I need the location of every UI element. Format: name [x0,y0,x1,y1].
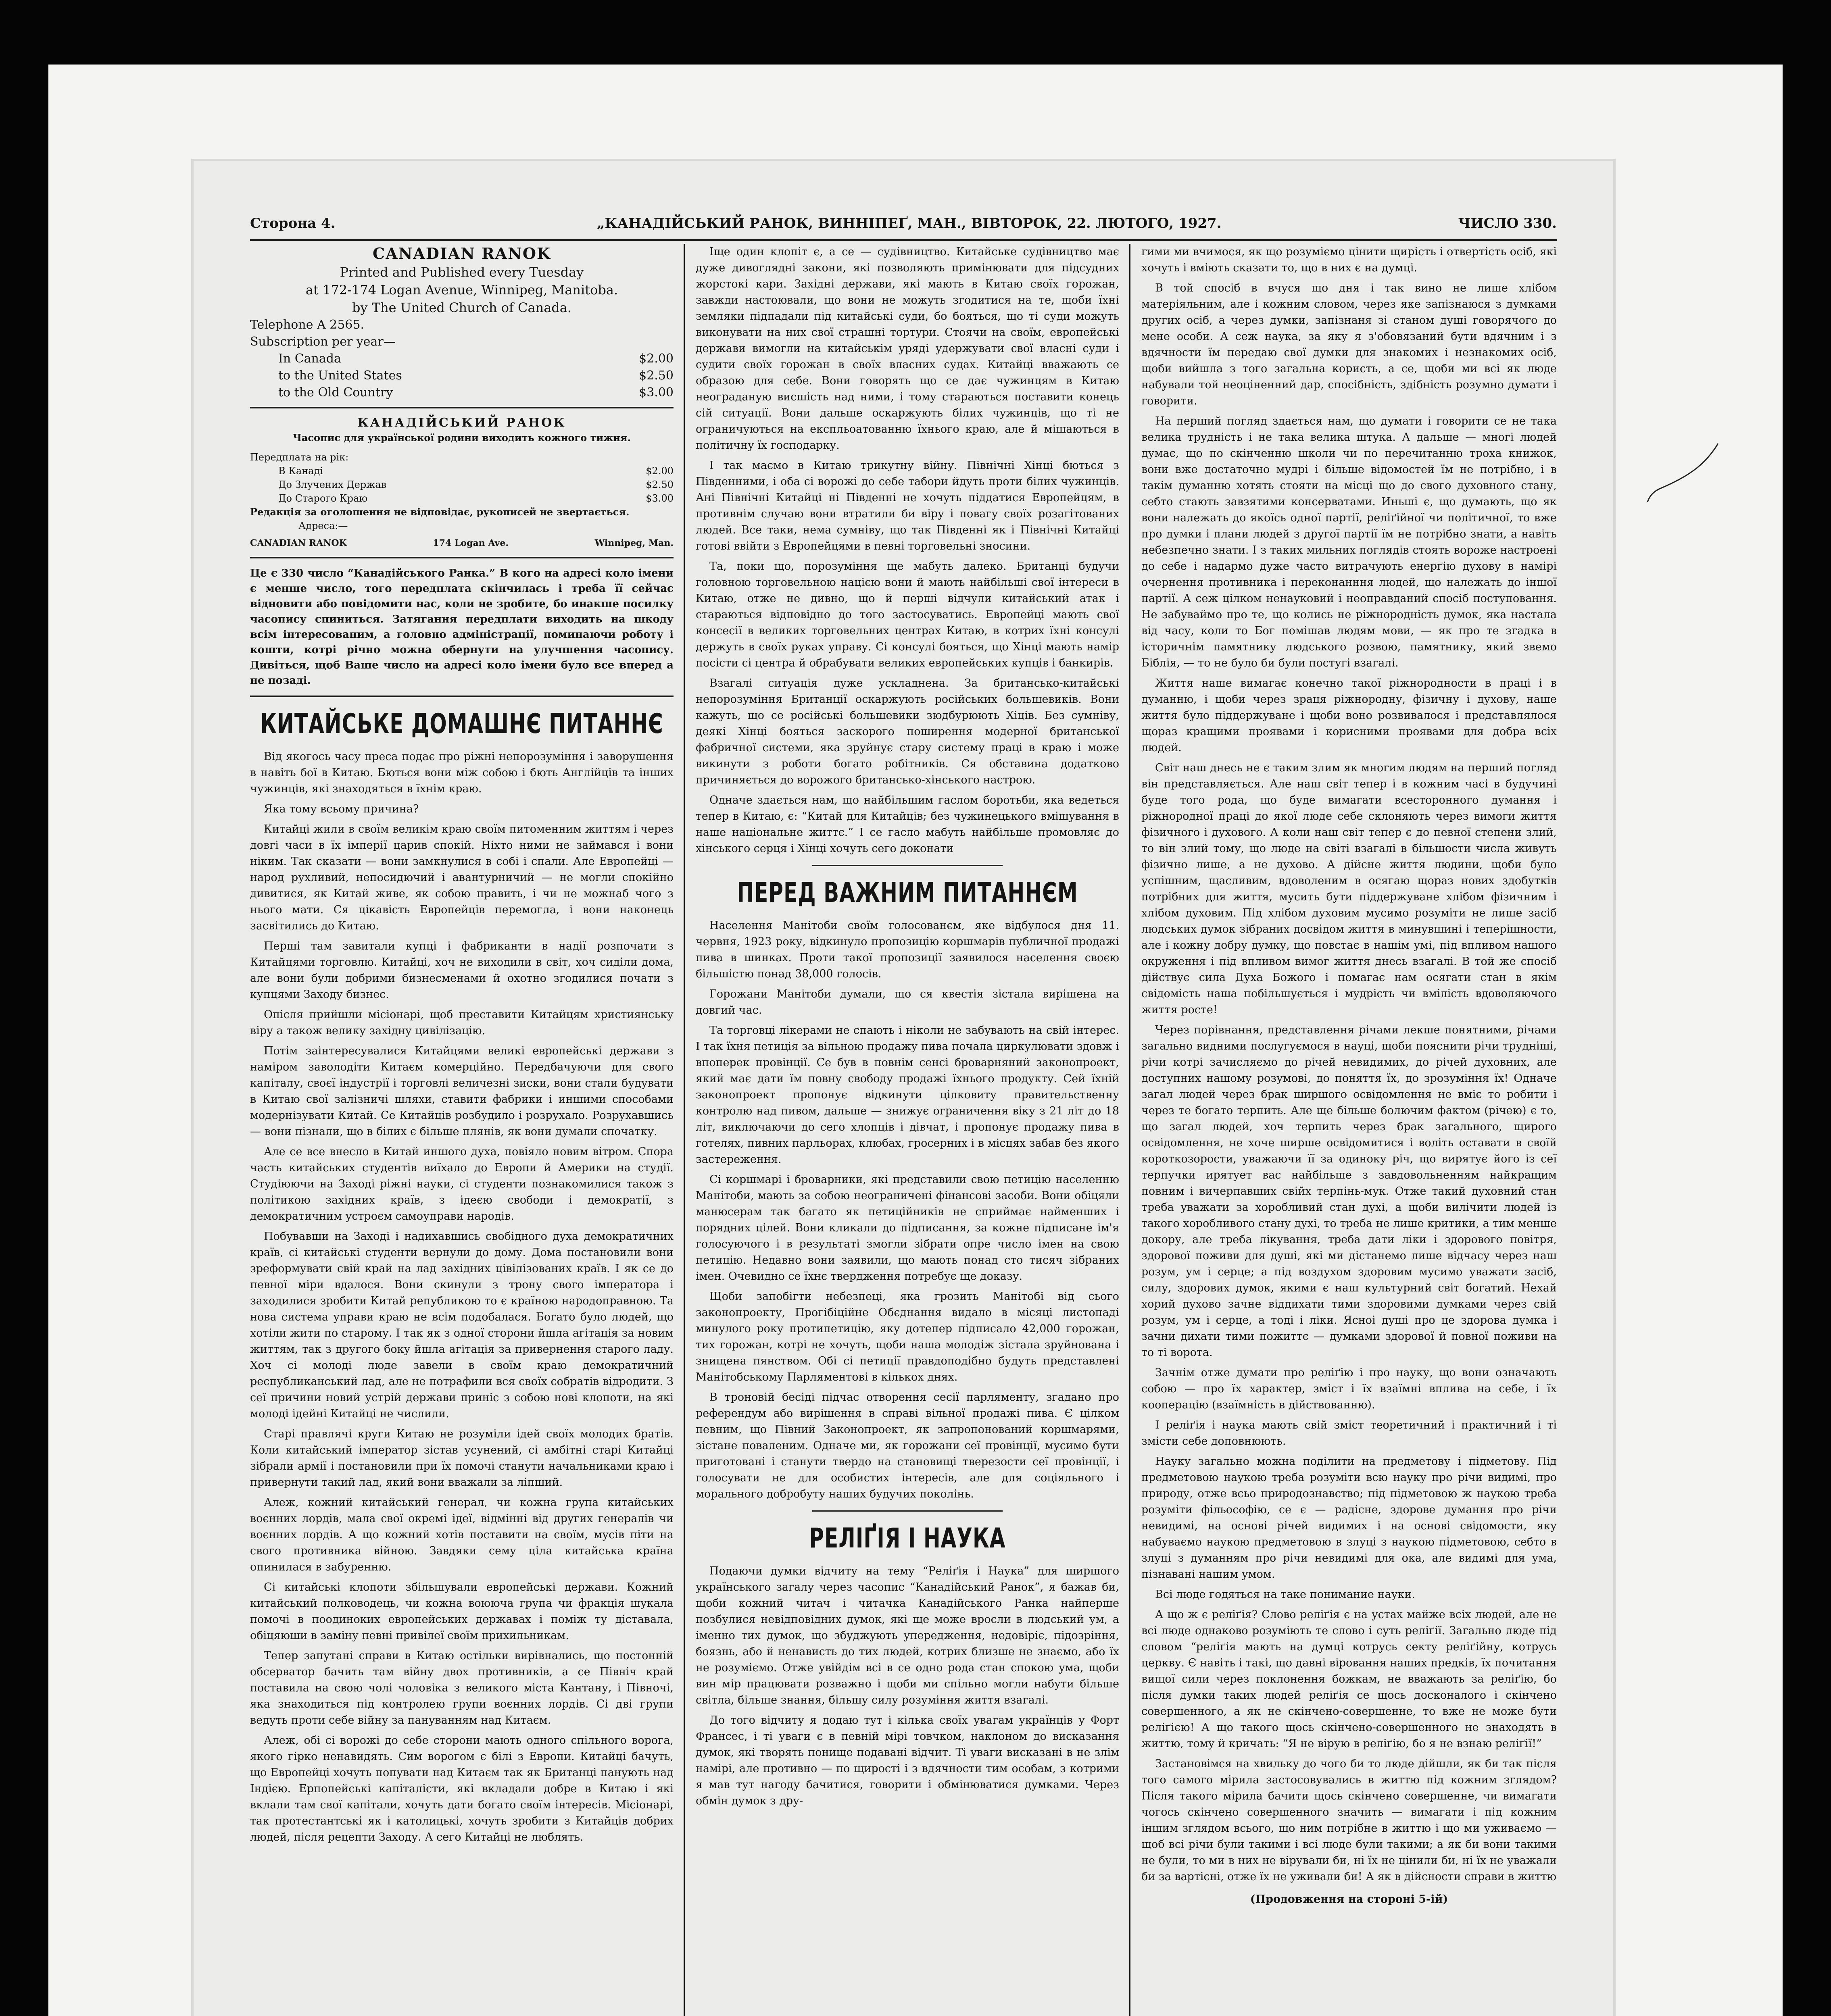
paragraph: Потім заінтересувалися Китайцями великі европейські держави з наміром заволодіти Китаєм комерційно. Передбачуючи для свого капіталу, своєї індустрії і торговлі величезні зиски, вони стали будувати в Китаю свої залізничі шляхи, ставити фабрики і иншими способами модернізувати Китай. Се Китайців розбудило і розрухало. Розрухавшись — вони пізнали, що в білих є більше плянів, як вони думали спочатку. [250,1045,674,1138]
publisher-line: Printed and Published every Tuesday [340,264,584,280]
rate-price: $3.00 [639,385,674,400]
rate-row [250,384,674,401]
paragraph: Старі правлячі круги Китаю не розуміли ідей своїх молодих братів. Коли китайський імператор зістав усунений, сі амбітні старі Китайці зібрали армії і постановили при їх помочі станути начальниками краю і привернути такий лад, який вони вважали за ліпший. [250,1428,674,1489]
paragraph: Одначе здається нам, що найбільшим гаслом боротьби, яка ведеться тепер в Китаю, є: “Китай для Китайців; без чужинецького вмішування в наше національне життє.” І се гасло мабуть найбільше промовляє до хінського серця і Хінці хочуть сего доконати [696,794,1119,855]
column-2 [696,244,1119,2016]
rate-row [250,478,674,492]
divider [250,696,674,697]
article-headline: ПЕРЕД ВАЖНИМ ПИТАННЄМ [737,877,1078,909]
rate-label: to the Old Country [278,385,393,400]
paragraph: Науку загально можна поділити на предметову і підметову. Під предметовою наукою треба розуміти всю науку про річи видимі, про природу, отже всьо природознавство; під підметовою ж наукою треба розуміти фільософію, се є — радісне, здорове думання про річи невидимі, на основі річей видимих і на основі свідомости, яку набуваємо наукою предметовою в злуці з наукою підметовою, себто в злуці з думанням про річи невидимі для ока, але видимі для ума, пізнавані нашим умом. [1141,1455,1557,1581]
paragraph: І так маємо в Китаю трикутну війну. Північні Хінці бються з Південними, і оба сі ворожі до себе табори йдуть проти білих чужинців. Ані Північні Китайці ні Південні не хочуть піддатися Европейцям, в противнім случаю вони втратили би віру і повагу своїх розагітованих людей. Все таки, нема сумніву, що так Південні як і Північні Китайці готові ввійти з Европейцями в певні торговельні зносини. [696,459,1119,552]
paragraph: Та, поки що, порозуміння ще мабуть далеко. Британці будучи головною торговельною нацією вони й мають найбільші свої інтереси в Китаю, отже не дивно, що й перші відчули китайський атак і стараються відповідно до того застосуватись. Европейці мають свої консесії в великих торговельних центрах Китаю, в котрих їхні консулі держуть в своїх руках управу. Сі консулі бояться, що Хінці мають намір посісти сі центра й обрабувати великих европейських купців і банкирів. [696,560,1119,669]
publisher-line: at 172-174 Logan Avenue, Winnipeg, Manitoba. [305,282,618,298]
continued-note: (Продовження на стороні 5-ій) [1250,1893,1448,1906]
rate-price: $3.00 [646,493,674,504]
issue-number: ЧИСЛО 330. [1458,215,1557,231]
rate-price: $2.00 [646,465,674,477]
rate-label: До Старого Краю [278,493,368,504]
paragraph: Горожани Манітоби думали, що ся квестія зістала вирішена на довгий час. [696,988,1119,1016]
rate-row [250,367,674,384]
paragraph: В той спосіб в вчуся що дня і так вино не лише хлібом матеріяльним, але і кожним словом, через яке запізнаюся з думками других осіб, а через думки, запізнаня зі станом душі говорячого до мене особи. А сеж наука, за яку я з'обовязаний бути вдячним і з вдячности їм передаю свої думки для знакомих і незнакомих осіб, щоби вийшла з того загальна користь, а се, щоби ми всі як люде набували той неоціненний дар, спосібність, здібність розумно думати і говорити. [1141,282,1557,407]
paragraph: Застановімся на хвильку до чого би то люде дійшли, як би так після того самого мірила застосовувались в життю під кожним зглядом? Після такого мірила бачити щось скінчено совершенне, чи вимагати чогось скінчено совершенного значить — вимагати і під кожним іншим зглядом всього, що ним потрібне в життю і що ми уживаємо — щоб всі річи були такими і всі люде були такими; а як би вони такими не були, то ми в них не вірували би, ні їх не цінили би, ні їх не уважали би за вартісні, отже їх не уживали би! А як в дійсности справи в життю [1141,1758,1557,1883]
article-headline: РЕЛІҐІЯ І НАУКА [809,1522,1006,1554]
paragraph: Сі коршмарі і броварники, які представили свою петицію населенню Манітоби, мають за собою неограничені фінансові засоби. Вони обіцяли манюсерам так багато як петиційників не сприймає найменших і порядних цілей. Вони кликали до підписання, за кожне підписане ім'я голосуючого і в результаті змогли зібрати опре число імен на свою петицію. Недавно вони заявили, що мають понад сто тисяч зібраних імен. Очевидно се їхнє твердження потребує ще доказу. [696,1173,1119,1283]
ukr-rates-label: Передплата на рік: [250,452,349,463]
pen-mark [1645,439,1726,504]
divider [812,865,1003,866]
paragraph: А що ж є реліґія? Слово реліґія є на устах майже всіх людей, але не всі люде однаково розуміють те слово і суть реліґії. Загально люде під словом “реліґія мають на думці котрусь секту реліґійну, котрусь церкву. Є навіть і такі, що давні віровання наших предків, їх почитання вищої сили через поклонення божкам, не вважають за реліґію, бо після думки таких людей реліґія се щось досконалого і скінчено совершенного, а як не скінчено-совершенне, то вже не може бути реліґією! А що такого щось скінчено-совершенного не знаходять в життю, тому й кричать: “Я не вірую в реліґію, бо я не взнаю реліґії!” [1141,1608,1557,1750]
paragraph: гими ми вчимося, як що розуміємо цінити щирість і отвертість осіб, які хочуть і вміють сказати то, що в них є на думці. [1141,246,1557,274]
paragraph: В троновій бесіді підчас отворення сесії парляменту, згадано про референдум або вирішення в справі вільної продажі пива. Є цілком певним, що Півний Законопроект, як запропонований коршмарями, зістане поваленим. Одначе ми, як горожани сеї провінції, мусимо бути приготовані і станути твердо на становищі тверезости сеї провінції, і голосувати не для особистих інтересів, але для соціяльного і морального добробуту наших будучих поколінь. [696,1391,1119,1500]
paragraph: Подаючи думки відчиту на тему “Реліґія і Наука” для ширшого українського загалу через часопис “Канадійський Ранок”, я бажав би, щоби кожний читач і читачка Канадійського Ранка найперше позбулися невідповідних думок, які ще може вросли в людський ум, а іменно тих думок, що збуджують упередження, недовіріє, підозріння, боязнь, або й ненависть до тих людей, котрих близше не знаємо, або їх не розуміємо. Отже увійдім всі в се одно рода стан спокою ума, щоби вин мір працювати розважно і щоби ми спільно могли набути більше світла, більше знання, більшу силу розуміння життя взагалі. [696,1565,1119,1706]
rate-label: to the United States [278,369,402,383]
masthead-rule [250,239,1557,241]
divider [250,557,674,558]
paragraph: Побувавши на Заході і надихавшись свобідного духа демократичних країв, сі китайські студенти вернули до дому. Дома постановили вони зреформувати свій край на лад західних цівілізованих країв. І як се до певної міри вдалося. Вони скинули з трону свого імператора і заходилися зробити Китай републикою то є країною народоправною. Та нова система управи краю не всім подобалася. Богато було людей, що хотіли жити по старому. І так як з одної сторони йшла агітація за новим життям, так з другого боку йшла агітація за привернення старого ладу. Хоч сі молоді люде завели в своїм краю демократичний республиканський лад, але не потрафили вся своїх собратів відродити. З сеї причини новий устрій держави приніс з собою нові клопоти, на які молоді ідейні Китайці не числили. [250,1230,674,1420]
ukr-rates-table [250,464,674,505]
ukr-subtitle: Часопис для української родини виходить кожного тижня. [292,432,631,444]
page-number: Сторона 4. [250,215,336,231]
address-label: Адреса:— [298,520,348,531]
paragraph: Яка тому всьому причина? [264,803,419,815]
paragraph: Всі люде годяться на таке понимание науки. [1155,1588,1415,1601]
paragraph: До того відчиту я додаю тут і кілька своїх увагам українців у Форт Франсес, і ті уваги є в певній мірі товчком, наклоном до висказання думок, які творять понище подавані відчит. Ті уваги висказані в не злім намірі, але противно — по щирості і з вдячности тим особам, з котрими я мав тут нагоду бачитися, говорити і обмінюватися думками. Через обмін думок з дру- [696,1714,1119,1807]
column-3 [1141,244,1557,2016]
rate-row [250,350,674,367]
paragraph: Китайці жили в своїм великім краю своїм питоменним життям і через довгі часи в їх імперії царив спокій. Ніхто ними не займався і вони ніким. Так сказати — вони замкнулися в собі і спали. Але Европейці — народ рухливий, непосидючий і авантурничий — не могли спокійно дивитися, як Китай живе, як собою править, і чи не можнаб чого з нього мати. Ся цікавість Европейців перемогла, і вони наконець засвітились до Китаю. [250,823,674,932]
paragraph: Населення Манітоби своїм голосованєм, яке відбулося дня 11. червня, 1923 року, відкинуло пропозицію коршмарів публичної продажі пива в шинках. Проти такої пропозиції заявилося населення своєю більшістю понад 38,000 голосів. [696,919,1119,980]
editorial-note: Редакція за оголошення не відповідає, рукописей не звертається. [250,506,630,518]
paragraph: Від якогось часу преса подає про ріжні непорозуміння і заворушення в навіть бої в Китаю. Бються вони між собою і бють Англійців та інших чужинців, які знаходяться в їхнім краю. [250,750,674,795]
divider [812,1510,1003,1512]
masthead-title: „КАНАДІЙСЬКИЙ РАНОК, ВИННІПЕҐ, МАН., ВІВТОРОК, 22. ЛЮТОГО, 1927. [597,215,1222,231]
rate-label: До Злучених Держав [278,479,387,490]
paragraph: Через порівнання, представлення річами лекше понятними, річами загально видними послугуємося в науці, щоби пояснити річи трудніші, річи котрі зачисляємо до річей невидимих, до річей духовних, але доступних нашому розумові, до поняття їх, до зрозуміння їх! Одначе загал людей через брак ширшого освідомлення не вміє то робити і через те богато терпить. Але ще більше болючим фактом (річею) є то, що загал людей, хоч терпить через брак загального, щирого освідомлення, не хоче ширше освідомитися і воліть оставати в своїй короткозорости, уважаючи її за одиноку річ, що вирятує його із сеї терпучки ирятует вас найбільше з завдовольненням найкращим повним і вичерпавших свійх терпінь-мук. Отже такий духовний стан треба уважати за хоробливий стан духі, а щоби вилічити людей із такого хоробливого стану духі, то треба не лише критики, а тим менше докору, але треба лікування, треба дати ліки і здорового повітря, здорової поживи для душі, які ми дістанемо лише відчасу через наш розум, ум і серце; а під воздухом здоровим мусимо уважати засіб, силу, здорових думок, якими є наш культурний світ богатий. Нехай хорий духово зачне віддихати тими здоровими думками через свій розум, ум і серце, а тоді і ліки. Ясноі душі про це здорова думка і зачни дихати тими пожиттє — думками здорової й повної поживи на то ті ворота. [1141,1024,1557,1359]
paragraph: Перші там завитали купці і фабриканти в надії розпочати з Китайцями торговлю. Китайці, хоч не виходили в світ, хоч сиділи дома, але вони були добрими бизнесменами й охотно згодилися почати з купцями Заходу бизнес. [250,940,674,1001]
address-street: 174 Logan Ave. [433,538,509,548]
paragraph: Іще один клопіт є, а се — судівництво. Китайське судівництво має дуже дивоглядні закони, які позволяють примінювати для підсудних жорстокі кари. Західні держави, які мають в Китаю своїх горожан, завжди настоювали, що вони не можуть згодитися на те, щоби їхні земляки підпадали під китайські суди, бо бояться, що ті суди можуть виконувати на них свої страшні тортури. Стоячи на своїм, европейські держави вимогли на китайськім уряді удержувати свої власні суди і судити своїх горожан в своїх власних судах. Китайці вважають се образою для себе. Вони говорять що се дає чужинцям в Китаю неограданую висшість над ними, і тому стараються поставити конець сій ситуації. Вони дальше оскаржують білих чужинців, що ті не ограничуються на експльоатованню їхнього краю, але й мішаються в політичну їх господарку. [696,246,1119,452]
paragraph: На перший погляд здається нам, що думати і говорити се не така велика трудність і не така велика штука. А дальше — многі людей думає, що по скінченню школи чи по перечитанню троха книжок, вони вже достаточно мудрі і більше відомостей їм не потрібно, і в такім думанню хотять стояти на місці що до свого духовного стану, себто стають завзятими консерватами. Иньші є, що думають, що як вони належать до якоїсь одної партії, реліґійної чи політичної, то вже про думки і плани людей з другої партії їм не потрібно знати, а навіть небезпечно знати. І з таких мильних поглядів стоять вороже настроені до себе і надармо дуже часто витрачують енерґію духову в намірі очернення противника і переконанння людей, що належать до іншої партії. А сеж цілком ненауковий і неоправданий спосіб поступовання. Не забуваймо про те, що колись не ріжнородність думок, яка настала від часу, коли то Бог помішав людям мови, — як про те згадка в історичнім памятнику людського розвою, памятнику, який звемо Біблія, — то не було би були постугі взагалі. [1141,415,1557,669]
address-name: CANADIAN RANOK [250,538,347,548]
rate-price: $2.50 [639,369,674,383]
paragraph: Зачнім отже думати про реліґію і про науку, що вони означають собою — про їх характер, зміст і їх взаїмні вплива на себе, і їх кооперацію (взаїмність в дійствованню). [1141,1366,1557,1411]
telephone: Telephone A 2565. [250,318,365,332]
newspaper-page [194,161,1613,2016]
divider [250,407,674,408]
rate-price: $2.50 [646,479,674,490]
paragraph: Алеж, кожний китайський генерал, чи кожна група китайських воєнних лордів, мала свої окремі ідеї, відмінні від других генералів чи воєнних лордів. А що кожний хотів поставити на своїм, мусів піти на свого противника війною. Завдяки сему ціла китайська країна опинилася в забуренню. [250,1496,674,1573]
paragraph: Щоби запобігти небезпеці, яка грозить Манітобі від сього законопроекту, Прогібіційне Обєднання видало в місяці листопаді минулого року протипетицію, яку дотепер підписало 42,000 горожан, тих горожан, котрі не хочуть, щоби наша молодіж зістала зруйнована і знищена пянством. Обі сі петиції правдоподібно будуть представлені Манітобському Парляментові в кількох днях. [696,1290,1119,1383]
column-1 [250,244,674,2016]
paragraph: Алеж, обі сі ворожі до себе сторони мають одного спільного ворога, якого гірко ненавидять. Сим ворогом є білі з Европи. Китайці бачуть, що Европейці хочуть попувати над Китаєм так як Британці панують над Індією. Ерпопейські капіталісти, які вкладали добре в Китаю і які вклали там свої капітали, хочуть дати богато своїм інтересів. Місіонарі, так протестантські як і католицькі, хочуть зробити з Китайців добрих людей, після рецепти Заходу. А сего Китайці не люблять. [250,1734,674,1843]
paragraph: Життя наше вимагає конечно такої ріжнородности в праці і в думанню, і щоби через зраця ріжнородну, фізичну і духову, наше життя було піддержуване і щоби воно розвивалося і представлялося щораз кращими проявами і корисними проявами для добра всіх людей. [1141,677,1557,754]
article-body [250,749,674,1845]
publisher-box [250,244,674,317]
paragraph: Світ наш днесь не є таким злим як многим людям на перший погляд він представляється. Але наш світ тепер і в кожним часі в будучині буде того рода, що буде вимагати всесторонного думання і ріжнородної праці до якої люде себе склоняють через вимоги життя фізичного і духового. А коли наш світ тепер є до певної степени злий, то він злий тому, що люде на світі взагалі в більшости числа живуть фізично лише, а не духово. А дійсне життя людини, щоби було успішним, щасливим, вдоволеним в осягаю щораз нових здобутків потрібних для життя, мусить бути піддержуване хлібом фізичним і хлібом духовим. Під хлібом духовим мусимо розуміти не лише засіб людських думок зібраних досвідом життя в минувшині і теперішности, але і кожну добру думку, що повстає в нашім умі, під впливом нашого окруження і під впливом вимог життя днесь взагалі. В той же спосіб дійствує сила Духа Божого і помагає нам осягати стан в якім свідомість наша побільшується і мудрість чи вмілість вдоволяючого життя росте! [1141,762,1557,1016]
rate-price: $2.00 [639,352,674,366]
rate-label: In Canada [278,352,341,366]
ukr-publisher-name: КАНАДІЙСЬКИЙ РАНОК [357,416,566,430]
column-divider [684,244,685,2016]
address [250,535,674,551]
paragraph: І реліґія і наука мають свій зміст теоретичний і практичний і ті змісти себе доповнюють. [1141,1419,1557,1447]
rate-label: В Канаді [278,465,323,477]
column-divider [1129,244,1130,2016]
paragraph: Але се все внесло в Китай иншого духа, повіяло новим вітром. Спора часть китайських студентів виїхало до Европи й Америки на студії. Студіюючи на Заході ріжні науки, сі студенти познакомилися також з політикою західних країв, з ідеєю свободи і демократії, з демократичним устроєм самоуправи народів. [250,1145,674,1223]
rate-row [250,492,674,505]
paragraph: Опісля прийшли місіонарі, щоб преставити Китайцям християнську віру а також велику західну цивілізацію. [250,1008,674,1037]
paragraph: Взагалі ситуація дуже ускладнена. За британсько-китайські непорозуміння Британції оскаржують російських большевиків. Вони кажуть, що се російські большевики зюдбурюють Хіців. Без сумніву, деякі Хінці бояться заскорого поширення модерної британської фабричної системи, яка зруйнує стару систему праці в краю і може викинути з роботи богато робітників. Ся обставина додатково причиняється до ворожого британсько-хінського настрою. [696,677,1119,786]
paragraph: Сі китайські клопоти збільшували европейські держави. Кожний китайський полководець, чи кожна воююча група чи фракція шукала помочі в поодиноких европейських державах і поміж ту діставала, обіцяюши в заміну певні привілеї своїм прихильникам. [250,1581,674,1642]
subscription-table [250,317,674,401]
masthead [250,210,1557,238]
subscription-label: Subscription per year— [250,335,396,349]
paragraph: Тепер запутані справи в Китаю остільки вирівнались, що постонній обсерватор бачить там війну двох противників, а се Північ край поставила на свою чолі чоловіка з великого міста Кантану, і Півночі, яка знаходиться під контролею групи воєнних лордів. Сі дві групи ведуть проти себе війну за пануванням над Китаєм. [250,1649,674,1727]
article-headline: КИТАЙСЬКЕ ДОМАШНЄ ПИТАННЄ [260,708,663,740]
address-city: Winnipeg, Man. [594,538,674,548]
subscription-notice: Це є 330 число “Канадійського Ранка.” В кого на адресі коло імени є менше число, того передплата скінчилась і треба її сейчас відновити або повідомити нас, коли не зробите, бо инакше посилку часопису спиниться. Затягання передплати виходить на шкоду всім інтересованим, а головно адміністрації, поминаючи роботу і кошти, котрі річно можна обернути на улучшення часопису. Дивіться, щоб Ваше число на адресі коло імени було все вперед а не позаді. [250,567,674,687]
rate-row [250,464,674,478]
publisher-line: by The United Church of Canada. [352,300,572,315]
publisher-name: CANADIAN RANOK [372,244,551,262]
paragraph: Та торговці лікерами не спають і ніколи не забувають на свій інтерес. І так їхня петиція за вільною продажу пива почала циркулювати здовж і впоперек провінції. Се був в повнім сенсі броварняний законопроект, який має дати їм повну свободу продажі їхнього продукту. Сей їхній законопроект пропонує відкинути цілковиту правительственну контролю над пивом, дальше — знижує ограничення віку з 21 літ до 18 літ, виключаючи до сего хлопців і дівчат, і пропонує продажу пива в готелях, пивних парльорах, клюбах, гросерних і в місцях забав без якого застереження. [696,1024,1119,1166]
